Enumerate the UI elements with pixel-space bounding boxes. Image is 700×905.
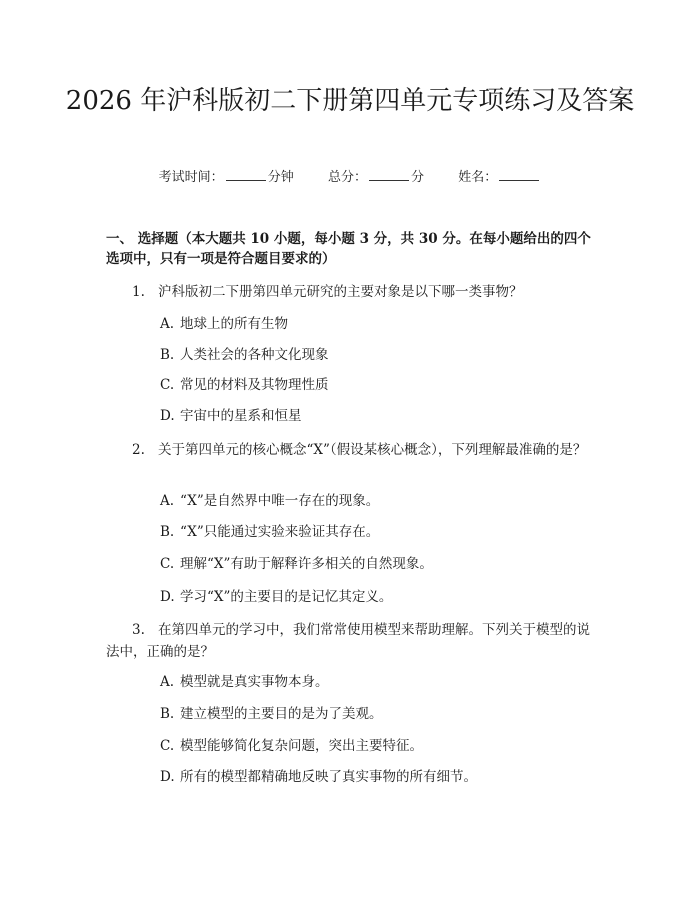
option-letter: B. <box>160 524 175 540</box>
exam-time-label: 考试时间： <box>158 170 224 185</box>
student-name-label: 姓名： <box>458 170 498 185</box>
question-1-option-d <box>160 406 600 426</box>
option-text: 理解“X”有助于解释许多相关的自然现象。 <box>180 556 433 572</box>
section-heading: 一、 选择题（本大题共 10 小题，每小题 3 分，共 30 分。在每小题给出的四个选项中，只有一项是符合题目要求的） <box>106 231 591 267</box>
option-letter: D. <box>160 589 175 605</box>
option-letter: B. <box>160 706 175 722</box>
student-name-blank <box>499 167 539 181</box>
option-text: “X”是自然界中唯一存在的现象。 <box>180 493 380 509</box>
option-text: 宇宙中的星系和恒星 <box>180 408 302 424</box>
option-letter: D. <box>160 769 175 785</box>
option-letter: D. <box>160 408 175 424</box>
question-text: 沪科版初二下册第四单元研究的主要对象是以下哪一类事物？ <box>158 284 523 300</box>
option-text: 人类社会的各种文化现象 <box>180 347 329 363</box>
total-score-blank <box>369 167 409 181</box>
option-text: 建立模型的主要目的是为了美观。 <box>180 706 383 722</box>
option-text: 学习“X”的主要目的是记忆其定义。 <box>180 589 393 605</box>
question-number: 1. <box>132 284 145 300</box>
question-3-option-b <box>160 704 600 724</box>
option-text: 模型就是真实事物本身。 <box>180 674 329 690</box>
document-title: 2026 年沪科版初二下册第四单元专项练习及答案 <box>65 86 635 116</box>
exam-time-unit: 分钟 <box>267 170 294 185</box>
question-1 <box>106 281 598 303</box>
total-score-label: 总分： <box>327 170 367 185</box>
question-text: 在第四单元的学习中，我们常常使用模型来帮助理解。下列关于模型的说法中，正确的是？ <box>106 622 590 660</box>
question-2-option-a <box>160 491 600 511</box>
question-2-option-c <box>160 554 600 574</box>
question-number: 3. <box>132 622 145 638</box>
option-text: 所有的模型都精确地反映了真实事物的所有细节。 <box>180 769 477 785</box>
option-letter: C. <box>160 377 175 393</box>
question-2-option-b <box>160 522 600 542</box>
option-letter: C. <box>160 556 175 572</box>
question-number: 2. <box>132 442 145 458</box>
exam-meta-line <box>0 167 700 188</box>
option-text: “X”只能通过实验来验证其存在。 <box>180 524 380 540</box>
question-3-option-d <box>160 767 600 787</box>
option-letter: C. <box>160 738 175 754</box>
question-3-option-a <box>160 672 600 692</box>
question-2 <box>106 439 598 461</box>
question-text: 关于第四单元的核心概念“X”（假设某核心概念），下列理解最准确的是？ <box>158 442 587 458</box>
option-letter: B. <box>160 347 175 363</box>
option-letter: A. <box>160 316 175 332</box>
question-1-option-b <box>160 345 600 365</box>
question-1-option-c <box>160 375 600 395</box>
question-3 <box>106 619 598 663</box>
question-3-option-c <box>160 736 600 756</box>
option-text: 模型能够简化复杂问题，突出主要特征。 <box>180 738 423 754</box>
question-2-option-d <box>160 587 600 607</box>
exam-time-blank <box>226 167 266 181</box>
option-text: 地球上的所有生物 <box>180 316 288 332</box>
option-text: 常见的材料及其物理性质 <box>180 377 329 393</box>
option-letter: A. <box>160 493 175 509</box>
question-1-option-a <box>160 314 600 334</box>
total-score-unit: 分 <box>411 170 425 185</box>
option-letter: A. <box>160 674 175 690</box>
